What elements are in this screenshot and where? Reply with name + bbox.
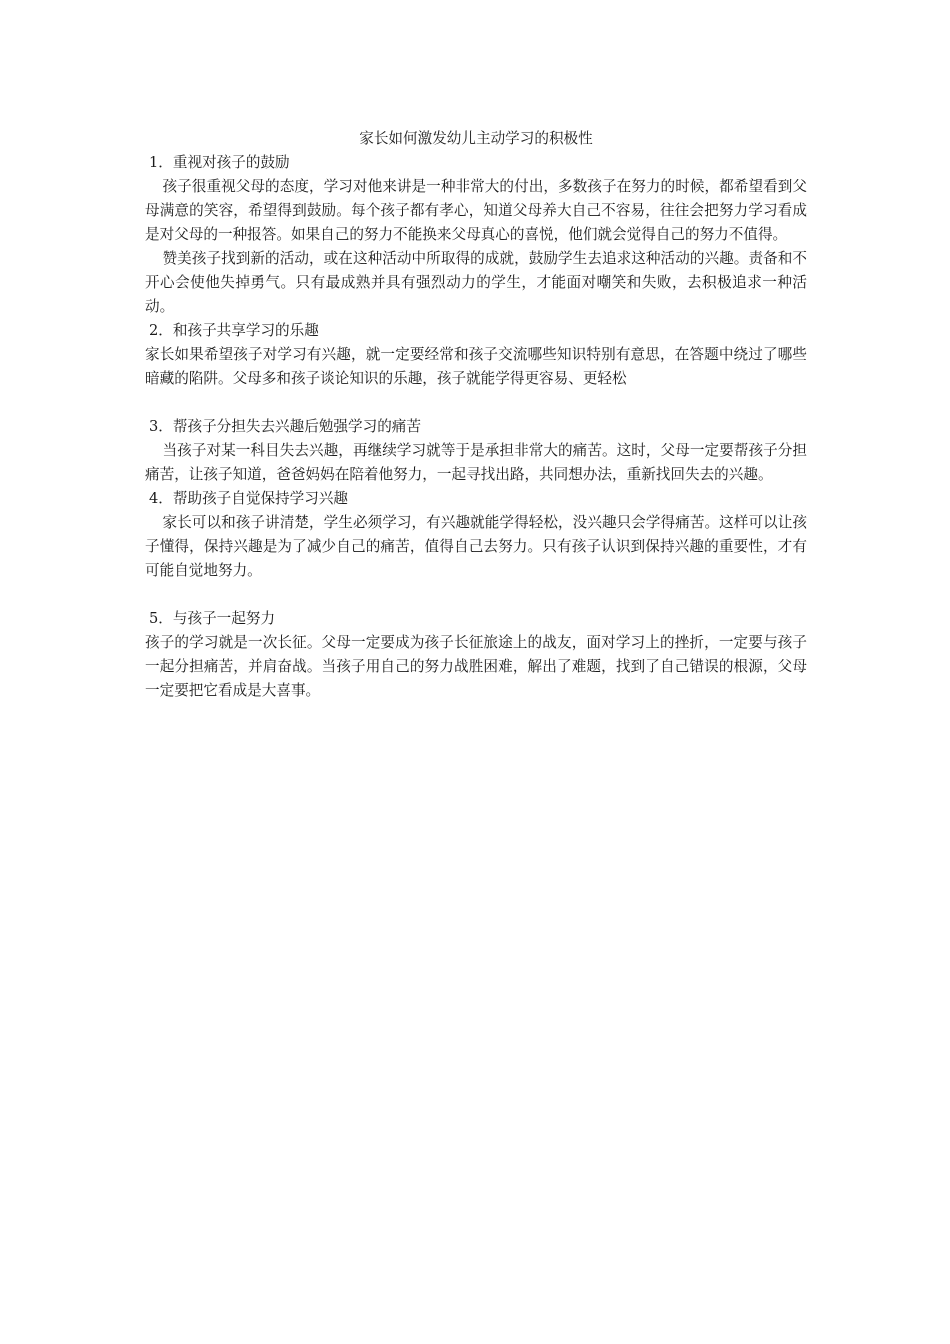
spacer: [145, 391, 807, 415]
section-5-paragraph-1: 孩子的学习就是一次长征。父母一定要成为孩子长征旅途上的战友，面对学习上的挫折，一定要与孩子一起分担痛苦，并肩奋战。当孩子用自己的努力战胜困难，解出了难题，找到了自己错误的根源，父母一定要把它看成是大喜事。: [145, 634, 807, 699]
section-1-paragraph-2: 赞美孩子找到新的活动，或在这种活动中所取得的成就，鼓励学生去追求这种活动的兴趣。责备和不开心会使他失掉勇气。只有最成熟并具有强烈动力的学生，才能面对嘲笑和失败，去积极追求一种活动。: [145, 250, 807, 315]
section-heading-5: 5．与孩子一起努力: [149, 610, 276, 627]
section-2-paragraph-1: 家长如果希望孩子对学习有兴趣，就一定要经常和孩子交流哪些知识特别有意思，在答题中绕过了哪些暗藏的陷阱。父母多和孩子谈论知识的乐趣，孩子就能学得更容易、更轻松: [145, 346, 807, 387]
spacer: [145, 583, 807, 607]
section-heading-3: 3．帮孩子分担失去兴趣后勉强学习的痛苦: [149, 418, 421, 435]
document-body: [145, 127, 807, 703]
section-heading-4: 4．帮助孩子自觉保持学习兴趣: [149, 490, 349, 507]
document-title: 家长如何激发幼儿主动学习的积极性: [359, 130, 593, 147]
section-heading-2: 2．和孩子共享学习的乐趣: [149, 322, 319, 339]
section-1-paragraph-1: 孩子很重视父母的态度，学习对他来讲是一种非常大的付出，多数孩子在努力的时候，都希望看到父母满意的笑容，希望得到鼓励。每个孩子都有孝心，知道父母养大自己不容易，往往会把努力学习看成是对父母的一种报答。如果自己的努力不能换来父母真心的喜悦，他们就会觉得自己的努力不值得。: [145, 178, 807, 243]
section-4-paragraph-1: 家长可以和孩子讲清楚，学生必须学习，有兴趣就能学得轻松，没兴趣只会学得痛苦。这样可以让孩子懂得，保持兴趣是为了减少自己的痛苦，值得自己去努力。只有孩子认识到保持兴趣的重要性，才有可能自觉地努力。: [145, 514, 807, 579]
section-3-paragraph-1: 当孩子对某一科目失去兴趣，再继续学习就等于是承担非常大的痛苦。这时，父母一定要帮孩子分担痛苦，让孩子知道，爸爸妈妈在陪着他努力，一起寻找出路，共同想办法，重新找回失去的兴趣。: [145, 442, 807, 483]
section-heading-1: 1．重视对孩子的鼓励: [149, 154, 290, 171]
